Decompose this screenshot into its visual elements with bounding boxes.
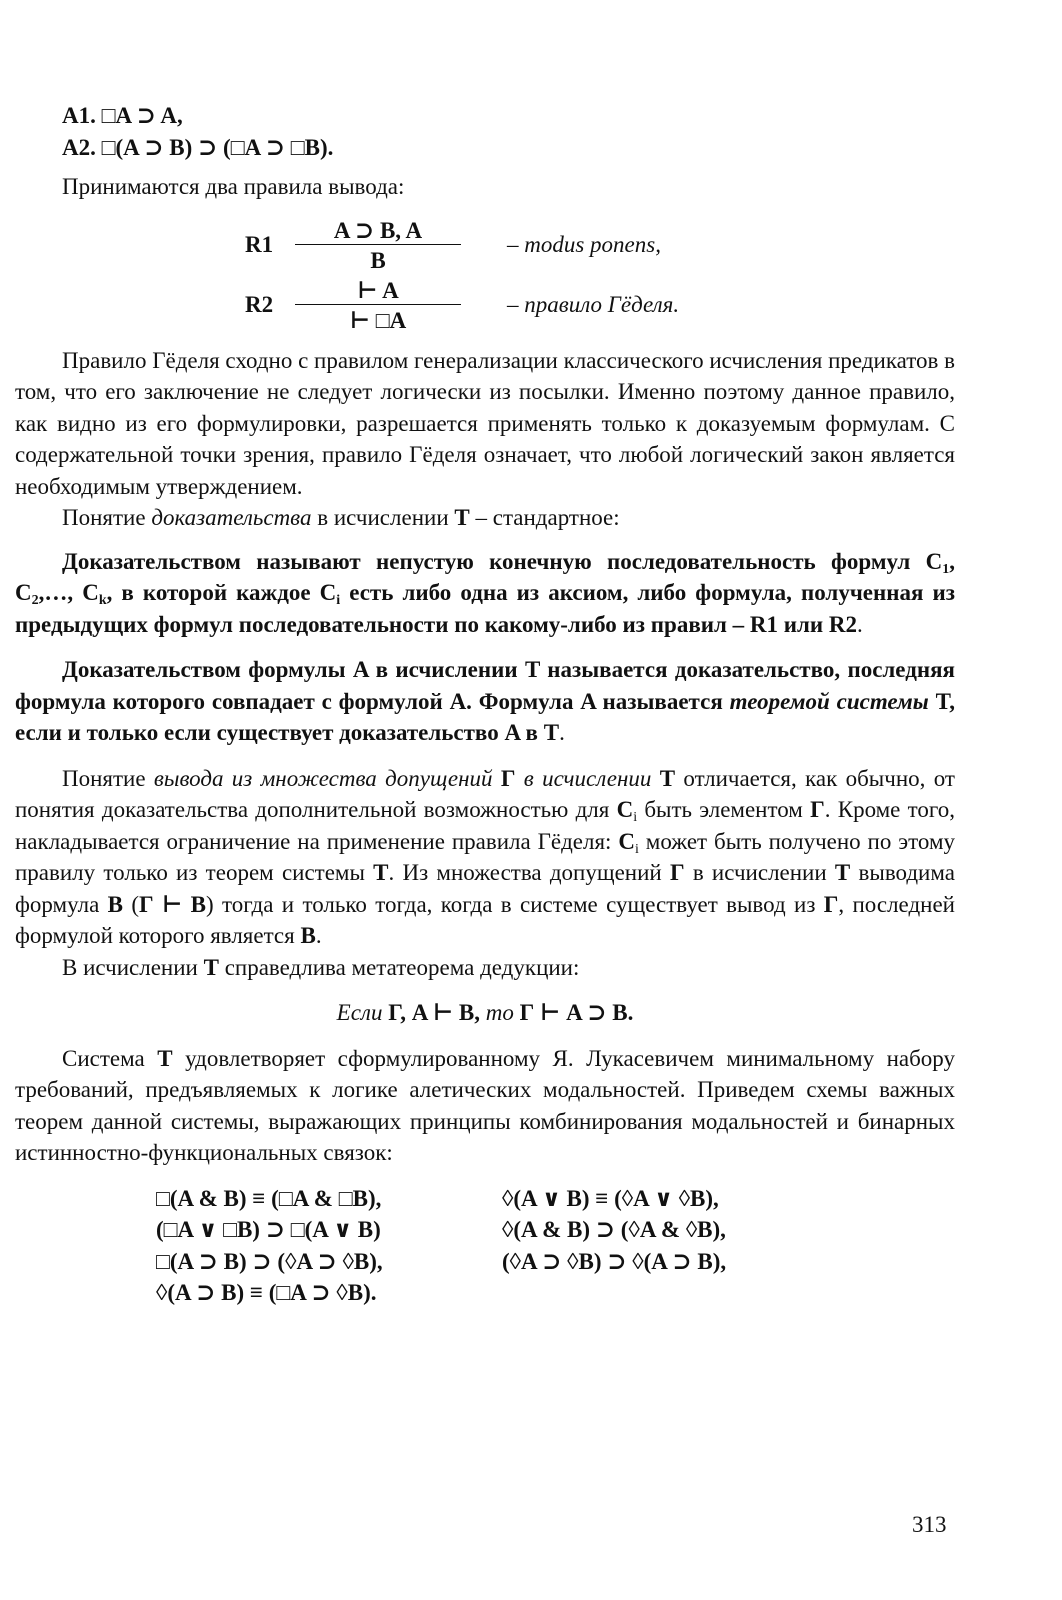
theorem-column-left	[156, 1183, 383, 1309]
paragraph-deduction-intro: В исчислении T справедлива метатеорема дедукции:	[62, 954, 580, 980]
definition-theorem: Доказательством формулы A в исчислении T называется доказательство, последняя формула которого совпадает с формулой A. Формула A называется теоремой системы T, если и только если существует доказательство A в T.	[15, 657, 955, 745]
axiom-formula: □(A ⊃ B) ⊃ (□A ⊃ □B).	[101, 134, 334, 160]
theorem-formula: ◊(A ∨ B) ≡ (◊A ∨ ◊B),	[502, 1185, 719, 1211]
rule-label: R2	[245, 291, 274, 317]
axiom-a1	[15, 100, 955, 132]
axiom-a2	[15, 132, 955, 164]
rule-premise: A ⊃ B, A	[333, 217, 423, 243]
page-content	[15, 100, 955, 1313]
paragraph-lukasiewicz: Система T удовлетворяет сформулированному Я. Лукасевичем минимальному набору требований, предъявляемых к логике алетических модальностей. Приведем схемы важных теорем данной системы, выражающих принципы комбинирования модальностей и бинарных истинностно-функциональных связок:	[15, 1045, 955, 1165]
rule-premise: ⊢ A	[357, 277, 399, 303]
inference-rules	[15, 215, 955, 335]
page-number: 313	[912, 1512, 947, 1537]
axiom-formula: □A ⊃ A,	[101, 103, 183, 128]
rule-comment: – правило Гёделя.	[507, 291, 680, 317]
rule-comment: – modus ponens,	[507, 231, 661, 257]
deduction-theorem: Если Г, A ⊢ B, то Г ⊢ A ⊃ B.	[336, 1000, 634, 1025]
theorem-formula: (□A ∨ □B) ⊃ □(A ∨ B)	[156, 1217, 381, 1242]
rule-r2	[15, 275, 715, 333]
paragraph-proof-concept: Понятие доказательства в исчислении T – стандартное:	[62, 505, 620, 530]
theorem-formula: □(A & B) ≡ (□A & □B),	[156, 1185, 382, 1211]
theorem-formula: □(A ⊃ B) ⊃ (◊A ⊃ ◊B),	[156, 1248, 383, 1274]
rules-intro: Принимаются два правила вывода:	[62, 174, 405, 199]
axiom-number: A2.	[62, 134, 96, 160]
theorem-formula: ◊(A & B) ⊃ (◊A & ◊B),	[502, 1217, 726, 1242]
theorem-formula: ◊(A ⊃ B) ≡ (□A ⊃ ◊B).	[156, 1280, 377, 1305]
theorem-column-right	[502, 1183, 726, 1278]
definition-proof: Доказательством называют непустую конечную последовательность формул $C_1$, $C_2,\dots$, $C_k$, в которой каждое $C_i$ есть либо одна из аксиом, либо формула, полученная из предыдущих формул последовательности по какому-либо из правил – R1 или R2.	[15, 548, 956, 637]
paragraph-goedel-rule: Правило Гёделя сходно с правилом генерализации классического исчисления предикатов в том, что его заключение не следует логически из посылки. Именно поэтому данное правило, как видно из его формулировки, разрешается применять только к доказуемым формулам. С содержательной точки зрения, правило Гёделя означает, что любой логический закон является необходимым утверждением.	[15, 347, 955, 499]
paragraph-derivation: Понятие вывода из множества допущений Г в исчислении T отличается, как обычно, от понятия доказательства дополнительной возможностью для $C_i$ быть элементом Г. Кроме того, накладывается ограничение на применение правила Гёделя: $C_i$ может быть получено по этому правилу только из теорем системы T. Из множества допущений Г в исчислении T выводима формула B (Г ⊢ B) тогда и только тогда, когда в системе существует вывод из Г, последней формулой которого является B.	[15, 765, 956, 948]
rule-label: R1	[245, 231, 274, 257]
theorem-formula: (◊A ⊃ ◊B) ⊃ ◊(A ⊃ B),	[502, 1248, 727, 1274]
theorem-schemas	[15, 1183, 955, 1313]
axiom-number: A1.	[62, 103, 96, 128]
rule-conclusion: B	[370, 247, 386, 273]
rule-r1	[15, 215, 715, 273]
rule-conclusion: ⊢ □A	[349, 307, 407, 333]
